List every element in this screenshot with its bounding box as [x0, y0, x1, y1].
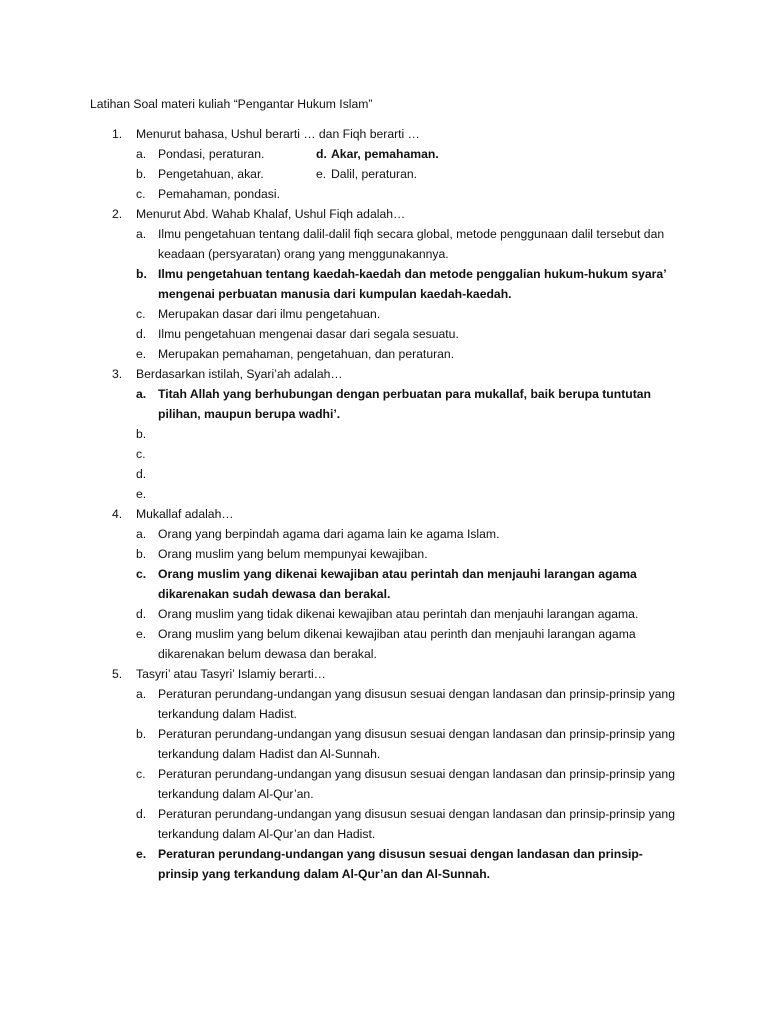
- option-c: [0, 564, 678, 604]
- option-e: [0, 844, 678, 884]
- option-letter: a.: [136, 147, 147, 161]
- option-letter: d.: [136, 607, 147, 621]
- question-number: 1.: [112, 127, 123, 141]
- option-c: [0, 304, 678, 324]
- option-letter: c.: [136, 307, 146, 321]
- question-text: Menurut Abd. Wahab Khalaf, Ushul Fiqh adalah…: [136, 207, 406, 221]
- option-letter: c.: [136, 447, 146, 461]
- option-text: Pengetahuan, akar.: [158, 167, 264, 181]
- option-text: Peraturan perundang-undangan yang disusun sesuai dengan landasan dan prinsip-prinsip yang terkandung dalam Al-Qur’an dan Al-Sunnah.: [158, 847, 643, 881]
- question-text: Berdasarkan istilah, Syari’ah adalah…: [136, 367, 343, 381]
- question-list: [0, 124, 768, 884]
- option-letter: d.: [136, 467, 147, 481]
- option-text: Orang muslim yang belum mempunyai kewajiban.: [158, 547, 428, 561]
- option-letter: d.: [136, 327, 147, 341]
- option-letter: a.: [136, 387, 147, 401]
- question-number: 3.: [112, 367, 123, 381]
- question-2: [0, 204, 768, 364]
- option-letter: a.: [136, 527, 147, 541]
- question-header: [0, 504, 768, 524]
- option-text: Peraturan perundang-undangan yang disusun sesuai dengan landasan dan prinsip-prinsip yang terkandung dalam Hadist dan Al-Sunnah.: [158, 727, 675, 761]
- document-title: Latihan Soal materi kuliah “Pengantar Hukum Islam”: [90, 97, 373, 111]
- question-number: 2.: [112, 207, 123, 221]
- option-b: [0, 724, 678, 764]
- option-text: Merupakan pemahaman, pengetahuan, dan peraturan.: [158, 347, 455, 361]
- option-e: [0, 624, 678, 664]
- option-a: [0, 384, 678, 424]
- question-header: [0, 664, 768, 684]
- option-letter: c.: [136, 767, 146, 781]
- question-text: Mukallaf adalah…: [136, 507, 234, 521]
- option-c: [0, 444, 678, 464]
- option-letter: e.: [136, 347, 147, 361]
- option-text: Peraturan perundang-undangan yang disusun sesuai dengan landasan dan prinsip-prinsip yang terkandung dalam Al-Qur’an dan Hadist.: [158, 807, 675, 841]
- question-text: Tasyri’ atau Tasyri’ Islamiy berarti…: [136, 667, 326, 681]
- option-text: Pondasi, peraturan.: [158, 147, 265, 161]
- option-a: [0, 224, 678, 264]
- option-d: [0, 324, 678, 344]
- option-letter: b.: [136, 727, 147, 741]
- question-5: [0, 664, 768, 884]
- option-text: Orang yang berpindah agama dari agama lain ke agama Islam.: [158, 527, 500, 541]
- option-text: Peraturan perundang-undangan yang disusun sesuai dengan landasan dan prinsip-prinsip yang terkandung dalam Al-Qur’an.: [158, 767, 675, 801]
- option-text: Akar, pemahaman.: [331, 147, 439, 161]
- option-text: Ilmu pengetahuan mengenai dasar dari segala sesuatu.: [158, 327, 459, 341]
- option-text: Ilmu pengetahuan tentang dalil-dalil fiqh secara global, metode penggunaan dalil tersebut dan keadaan (persyaratan) orang yang menggunakannya.: [158, 227, 665, 261]
- option-letter: e.: [136, 847, 147, 861]
- option-text: Pemahaman, pondasi.: [158, 187, 280, 201]
- option-letter: e.: [136, 487, 147, 501]
- option-row: [0, 184, 768, 204]
- option-letter: e.: [316, 167, 327, 181]
- option-d: [0, 804, 678, 844]
- option-e: [0, 344, 678, 364]
- option-text: Dalil, peraturan.: [331, 167, 418, 181]
- option-letter: c.: [136, 187, 146, 201]
- option-d: [0, 604, 678, 624]
- question-text: Menurut bahasa, Ushul berarti … dan Fiqh berarti …: [136, 127, 420, 141]
- option-letter: e.: [136, 627, 147, 641]
- question-1: [0, 124, 768, 204]
- option-text: Orang muslim yang tidak dikenai kewajiban atau perintah dan menjauhi larangan agama.: [158, 607, 639, 621]
- question-3: [0, 364, 768, 504]
- option-letter: d.: [316, 147, 327, 161]
- question-4: [0, 504, 768, 664]
- option-c: [0, 764, 678, 804]
- question-number: 4.: [112, 507, 123, 521]
- option-b: [0, 544, 678, 564]
- option-text: Ilmu pengetahuan tentang kaedah-kaedah dan metode penggalian hukum-hukum syara’ mengenai perbuatan manusia dari kumpulan kaedah-kaedah.: [158, 267, 666, 301]
- question-number: 5.: [112, 667, 123, 681]
- option-b: [0, 264, 678, 304]
- question-header: [0, 364, 768, 384]
- option-row: [0, 144, 768, 164]
- option-text: Titah Allah yang berhubungan dengan perbuatan para mukallaf, baik berupa tuntutan pilihan, maupun berupa wadhi’.: [158, 387, 651, 421]
- question-header: [0, 204, 768, 224]
- option-e: [0, 484, 678, 504]
- option-letter: b.: [136, 547, 147, 561]
- option-letter: d.: [136, 807, 147, 821]
- option-row: [0, 164, 768, 184]
- option-letter: a.: [136, 687, 147, 701]
- option-text: Merupakan dasar dari ilmu pengetahuan.: [158, 307, 381, 321]
- option-letter: b.: [136, 427, 147, 441]
- option-d: [0, 464, 678, 484]
- option-letter: a.: [136, 227, 147, 241]
- option-a: [0, 524, 678, 544]
- option-text: Peraturan perundang-undangan yang disusun sesuai dengan landasan dan prinsip-prinsip yang terkandung dalam Hadist.: [158, 687, 675, 721]
- question-header: [0, 124, 768, 144]
- option-letter: b.: [136, 167, 147, 181]
- option-a: [0, 684, 678, 724]
- option-letter: b.: [136, 267, 147, 281]
- option-letter: c.: [136, 567, 147, 581]
- option-text: Orang muslim yang dikenai kewajiban atau perintah dan menjauhi larangan agama dikarenakan sudah dewasa dan berakal.: [158, 567, 637, 601]
- option-text: Orang muslim yang belum dikenai kewajiban atau perinth dan menjauhi larangan agama dikarenakan belum dewasa dan berakal.: [158, 627, 636, 661]
- option-b: [0, 424, 678, 444]
